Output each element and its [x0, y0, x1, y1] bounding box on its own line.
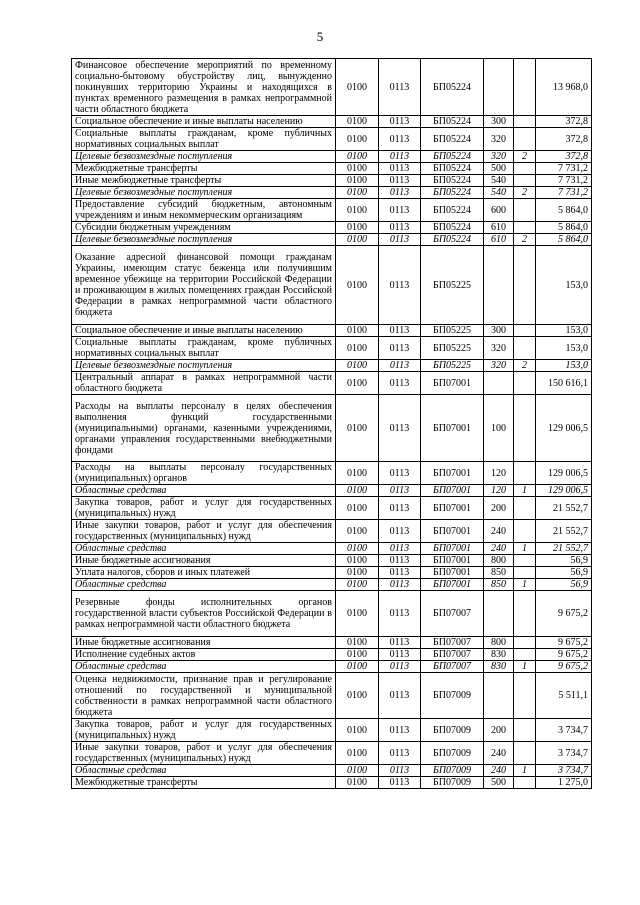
section-code: 0100 — [336, 591, 379, 637]
row-name: Расходы на выплаты персоналу государственных (муниципальных) органов — [72, 462, 336, 485]
amount: 9 675,2 — [536, 649, 592, 661]
section-code: 0100 — [336, 637, 379, 649]
amount: 21 552,7 — [536, 520, 592, 543]
subsection-code: 0113 — [379, 591, 421, 637]
article-code: БП07001 — [421, 462, 484, 485]
expense-type-code: 120 — [484, 485, 514, 497]
funding-source-code: 2 — [514, 151, 536, 163]
subsection-code: 0113 — [379, 175, 421, 187]
table-row — [72, 543, 592, 555]
expense-type-code: 240 — [484, 765, 514, 777]
table-body — [72, 59, 592, 789]
row-name: Уплата налогов, сборов и иных платежей — [72, 567, 336, 579]
section-code: 0100 — [336, 555, 379, 567]
row-name: Межбюджетные трансферты — [72, 777, 336, 789]
table-row — [72, 187, 592, 199]
amount: 372,8 — [536, 116, 592, 128]
article-code: БП05224 — [421, 175, 484, 187]
subsection-code: 0113 — [379, 497, 421, 520]
row-name: Целевые безвозмездные поступления — [72, 151, 336, 163]
section-code: 0100 — [336, 175, 379, 187]
expense-type-code: 320 — [484, 360, 514, 372]
article-code: БП07009 — [421, 719, 484, 742]
amount: 5 864,0 — [536, 222, 592, 234]
funding-source-code: 2 — [514, 187, 536, 199]
expense-type-code: 500 — [484, 163, 514, 175]
funding-source-code: 1 — [514, 543, 536, 555]
subsection-code: 0113 — [379, 372, 421, 395]
funding-source-code — [514, 497, 536, 520]
funding-source-code — [514, 567, 536, 579]
funding-source-code — [514, 246, 536, 325]
row-name: Областные средства — [72, 661, 336, 673]
table-row — [72, 246, 592, 325]
amount: 3 734,7 — [536, 719, 592, 742]
subsection-code: 0113 — [379, 59, 421, 116]
funding-source-code: 2 — [514, 234, 536, 246]
section-code: 0100 — [336, 199, 379, 222]
article-code: БП05224 — [421, 163, 484, 175]
funding-source-code — [514, 591, 536, 637]
section-code: 0100 — [336, 765, 379, 777]
expense-type-code: 600 — [484, 199, 514, 222]
article-code: БП05224 — [421, 128, 484, 151]
funding-source-code — [514, 59, 536, 116]
section-code: 0100 — [336, 673, 379, 719]
subsection-code: 0113 — [379, 151, 421, 163]
subsection-code: 0113 — [379, 234, 421, 246]
expense-type-code: 850 — [484, 579, 514, 591]
subsection-code: 0113 — [379, 543, 421, 555]
table-row — [72, 337, 592, 360]
expense-type-code: 540 — [484, 175, 514, 187]
amount: 5 864,0 — [536, 234, 592, 246]
expense-type-code: 800 — [484, 637, 514, 649]
table-row — [72, 372, 592, 395]
table-row — [72, 497, 592, 520]
row-name: Резервные фонды исполнительных органов государственной власти субъектов Российской Федерации в рамках непрограммной части областного бюджета — [72, 591, 336, 637]
funding-source-code: 1 — [514, 579, 536, 591]
table-row — [72, 462, 592, 485]
subsection-code: 0113 — [379, 222, 421, 234]
expense-type-code: 800 — [484, 555, 514, 567]
amount: 150 616,1 — [536, 372, 592, 395]
section-code: 0100 — [336, 246, 379, 325]
amount: 153,0 — [536, 246, 592, 325]
funding-source-code — [514, 673, 536, 719]
row-name: Иные закупки товаров, работ и услуг для обеспечения государственных (муниципальных) нужд — [72, 520, 336, 543]
section-code: 0100 — [336, 719, 379, 742]
table-row — [72, 777, 592, 789]
amount: 56,9 — [536, 555, 592, 567]
section-code: 0100 — [336, 497, 379, 520]
amount: 153,0 — [536, 325, 592, 337]
table-row — [72, 719, 592, 742]
amount: 129 006,5 — [536, 395, 592, 462]
row-name: Иные бюджетные ассигнования — [72, 637, 336, 649]
expense-type-code: 320 — [484, 128, 514, 151]
table-row — [72, 555, 592, 567]
row-name: Финансовое обеспечение мероприятий по временному социально-бытовому обустройству лиц, вынужденно покинувших территорию Украины и находящихся в пунктах временного размещения в рамках непрограммной части областного бюджета — [72, 59, 336, 116]
expense-type-code: 320 — [484, 151, 514, 163]
funding-source-code — [514, 325, 536, 337]
subsection-code: 0113 — [379, 719, 421, 742]
table-row — [72, 128, 592, 151]
expense-type-code — [484, 59, 514, 116]
funding-source-code — [514, 719, 536, 742]
table-row — [72, 325, 592, 337]
article-code: БП05224 — [421, 151, 484, 163]
section-code: 0100 — [336, 187, 379, 199]
funding-source-code — [514, 555, 536, 567]
row-name: Закупка товаров, работ и услуг для государственных (муниципальных) нужд — [72, 497, 336, 520]
page-number: 5 — [316, 29, 324, 44]
row-name: Иные закупки товаров, работ и услуг для обеспечения государственных (муниципальных) нужд — [72, 742, 336, 765]
row-name: Целевые безвозмездные поступления — [72, 187, 336, 199]
row-name: Иные межбюджетные трансферты — [72, 175, 336, 187]
subsection-code: 0113 — [379, 579, 421, 591]
article-code: БП07001 — [421, 395, 484, 462]
funding-source-code: 2 — [514, 360, 536, 372]
article-code: БП07009 — [421, 777, 484, 789]
expense-type-code: 540 — [484, 187, 514, 199]
article-code: БП05225 — [421, 337, 484, 360]
subsection-code: 0113 — [379, 555, 421, 567]
article-code: БП07009 — [421, 742, 484, 765]
amount: 153,0 — [536, 360, 592, 372]
expense-type-code: 120 — [484, 462, 514, 485]
row-name: Субсидии бюджетным учреждениям — [72, 222, 336, 234]
section-code: 0100 — [336, 649, 379, 661]
row-name: Расходы на выплаты персоналу в целях обеспечения выполнения функций государственными (муниципальными) органами, казенными учреждениями, органами управления государственными внебюджетными фондами — [72, 395, 336, 462]
amount: 56,9 — [536, 579, 592, 591]
funding-source-code — [514, 163, 536, 175]
section-code: 0100 — [336, 59, 379, 116]
expense-type-code — [484, 673, 514, 719]
table-row — [72, 567, 592, 579]
funding-source-code: 1 — [514, 661, 536, 673]
subsection-code: 0113 — [379, 116, 421, 128]
table-row — [72, 637, 592, 649]
article-code: БП05225 — [421, 246, 484, 325]
row-name: Оценка недвижимости, признание прав и регулирование отношений по государственной и муниципальной собственности в рамках непрограммной части областного бюджета — [72, 673, 336, 719]
funding-source-code — [514, 199, 536, 222]
funding-source-code — [514, 742, 536, 765]
expense-type-code: 100 — [484, 395, 514, 462]
funding-source-code — [514, 116, 536, 128]
article-code: БП05224 — [421, 187, 484, 199]
table-row — [72, 234, 592, 246]
row-name: Областные средства — [72, 765, 336, 777]
expense-type-code: 200 — [484, 719, 514, 742]
table-row — [72, 591, 592, 637]
funding-source-code: 1 — [514, 765, 536, 777]
subsection-code: 0113 — [379, 337, 421, 360]
row-name: Социальные выплаты гражданам, кроме публичных нормативных социальных выплат — [72, 128, 336, 151]
subsection-code: 0113 — [379, 777, 421, 789]
section-code: 0100 — [336, 151, 379, 163]
row-name: Предоставление субсидий бюджетным, автономным учреждениям и иным некоммерческим организациям — [72, 199, 336, 222]
article-code: БП05225 — [421, 360, 484, 372]
amount: 5 864,0 — [536, 199, 592, 222]
expense-type-code: 200 — [484, 497, 514, 520]
section-code: 0100 — [336, 163, 379, 175]
section-code: 0100 — [336, 222, 379, 234]
article-code: БП05224 — [421, 222, 484, 234]
subsection-code: 0113 — [379, 360, 421, 372]
row-name: Социальное обеспечение и иные выплаты населению — [72, 116, 336, 128]
table-row — [72, 163, 592, 175]
table-row — [72, 222, 592, 234]
funding-source-code — [514, 777, 536, 789]
subsection-code: 0113 — [379, 199, 421, 222]
article-code: БП07001 — [421, 579, 484, 591]
row-name: Целевые безвозмездные поступления — [72, 360, 336, 372]
row-name: Социальное обеспечение и иные выплаты населению — [72, 325, 336, 337]
row-name: Областные средства — [72, 485, 336, 497]
subsection-code: 0113 — [379, 462, 421, 485]
section-code: 0100 — [336, 128, 379, 151]
amount: 3 734,7 — [536, 742, 592, 765]
article-code: БП05225 — [421, 325, 484, 337]
article-code: БП07007 — [421, 649, 484, 661]
funding-source-code — [514, 462, 536, 485]
subsection-code: 0113 — [379, 765, 421, 777]
row-name: Оказание адресной финансовой помощи гражданам Украины, имеющим статус беженца или получившим временное убежище на территории Российской Федерации и проживающим в жилых помещениях граждан Российской Федерации в рамках непрограммной части областного бюджета — [72, 246, 336, 325]
section-code: 0100 — [336, 777, 379, 789]
section-code: 0100 — [336, 234, 379, 246]
budget-table — [71, 58, 592, 789]
expense-type-code: 830 — [484, 661, 514, 673]
article-code: БП05224 — [421, 199, 484, 222]
expense-type-code — [484, 372, 514, 395]
article-code: БП07001 — [421, 485, 484, 497]
subsection-code: 0113 — [379, 395, 421, 462]
amount: 3 734,7 — [536, 765, 592, 777]
section-code: 0100 — [336, 579, 379, 591]
section-code: 0100 — [336, 520, 379, 543]
row-name: Иные бюджетные ассигнования — [72, 555, 336, 567]
funding-source-code: 1 — [514, 485, 536, 497]
amount: 13 968,0 — [536, 59, 592, 116]
row-name: Закупка товаров, работ и услуг для государственных (муниципальных) нужд — [72, 719, 336, 742]
amount: 21 552,7 — [536, 543, 592, 555]
article-code: БП05224 — [421, 234, 484, 246]
row-name: Областные средства — [72, 543, 336, 555]
funding-source-code — [514, 175, 536, 187]
table-row — [72, 485, 592, 497]
article-code: БП07009 — [421, 765, 484, 777]
expense-type-code: 500 — [484, 777, 514, 789]
article-code: БП07007 — [421, 591, 484, 637]
table-row — [72, 520, 592, 543]
row-name: Исполнение судебных актов — [72, 649, 336, 661]
amount: 7 731,2 — [536, 163, 592, 175]
funding-source-code — [514, 395, 536, 462]
table-row — [72, 151, 592, 163]
funding-source-code — [514, 222, 536, 234]
funding-source-code — [514, 637, 536, 649]
table-row — [72, 649, 592, 661]
amount: 7 731,2 — [536, 187, 592, 199]
article-code: БП07001 — [421, 543, 484, 555]
amount: 372,8 — [536, 128, 592, 151]
subsection-code: 0113 — [379, 649, 421, 661]
article-code: БП07009 — [421, 673, 484, 719]
table-row — [72, 175, 592, 187]
expense-type-code: 300 — [484, 116, 514, 128]
amount: 1 275,0 — [536, 777, 592, 789]
table-row — [72, 661, 592, 673]
amount: 153,0 — [536, 337, 592, 360]
amount: 9 675,2 — [536, 591, 592, 637]
table-row — [72, 765, 592, 777]
amount: 372,8 — [536, 151, 592, 163]
section-code: 0100 — [336, 462, 379, 485]
subsection-code: 0113 — [379, 637, 421, 649]
table-row — [72, 673, 592, 719]
table-row — [72, 199, 592, 222]
article-code: БП05224 — [421, 116, 484, 128]
funding-source-code — [514, 337, 536, 360]
section-code: 0100 — [336, 661, 379, 673]
section-code: 0100 — [336, 337, 379, 360]
amount: 9 675,2 — [536, 637, 592, 649]
table-row — [72, 579, 592, 591]
article-code: БП07001 — [421, 372, 484, 395]
article-code: БП07001 — [421, 520, 484, 543]
amount: 21 552,7 — [536, 497, 592, 520]
article-code: БП07001 — [421, 497, 484, 520]
table-row — [72, 59, 592, 116]
expense-type-code: 320 — [484, 337, 514, 360]
article-code: БП07001 — [421, 555, 484, 567]
row-name: Областные средства — [72, 579, 336, 591]
subsection-code: 0113 — [379, 246, 421, 325]
row-name: Центральный аппарат в рамках непрограммной части областного бюджета — [72, 372, 336, 395]
section-code: 0100 — [336, 742, 379, 765]
expense-type-code: 240 — [484, 742, 514, 765]
expense-type-code — [484, 246, 514, 325]
funding-source-code — [514, 128, 536, 151]
amount: 9 675,2 — [536, 661, 592, 673]
table-row — [72, 116, 592, 128]
amount: 7 731,2 — [536, 175, 592, 187]
section-code: 0100 — [336, 372, 379, 395]
subsection-code: 0113 — [379, 325, 421, 337]
expense-type-code: 830 — [484, 649, 514, 661]
expense-type-code — [484, 591, 514, 637]
funding-source-code — [514, 649, 536, 661]
expense-type-code: 300 — [484, 325, 514, 337]
article-code: БП07001 — [421, 567, 484, 579]
subsection-code: 0113 — [379, 673, 421, 719]
funding-source-code — [514, 520, 536, 543]
subsection-code: 0113 — [379, 187, 421, 199]
section-code: 0100 — [336, 567, 379, 579]
article-code: БП07007 — [421, 637, 484, 649]
expense-type-code: 240 — [484, 520, 514, 543]
table-row — [72, 742, 592, 765]
table-row — [72, 395, 592, 462]
subsection-code: 0113 — [379, 567, 421, 579]
section-code: 0100 — [336, 116, 379, 128]
article-code: БП05224 — [421, 59, 484, 116]
section-code: 0100 — [336, 360, 379, 372]
amount: 129 006,5 — [536, 485, 592, 497]
row-name: Социальные выплаты гражданам, кроме публичных нормативных социальных выплат — [72, 337, 336, 360]
subsection-code: 0113 — [379, 163, 421, 175]
row-name: Межбюджетные трансферты — [72, 163, 336, 175]
table-row — [72, 360, 592, 372]
row-name: Целевые безвозмездные поступления — [72, 234, 336, 246]
subsection-code: 0113 — [379, 485, 421, 497]
article-code: БП07007 — [421, 661, 484, 673]
amount: 56,9 — [536, 567, 592, 579]
section-code: 0100 — [336, 325, 379, 337]
section-code: 0100 — [336, 485, 379, 497]
subsection-code: 0113 — [379, 742, 421, 765]
expense-type-code: 240 — [484, 543, 514, 555]
expense-type-code: 850 — [484, 567, 514, 579]
section-code: 0100 — [336, 395, 379, 462]
amount: 5 511,1 — [536, 673, 592, 719]
subsection-code: 0113 — [379, 661, 421, 673]
subsection-code: 0113 — [379, 520, 421, 543]
expense-type-code: 610 — [484, 234, 514, 246]
expense-type-code: 610 — [484, 222, 514, 234]
section-code: 0100 — [336, 543, 379, 555]
funding-source-code — [514, 372, 536, 395]
subsection-code: 0113 — [379, 128, 421, 151]
amount: 129 006,5 — [536, 462, 592, 485]
